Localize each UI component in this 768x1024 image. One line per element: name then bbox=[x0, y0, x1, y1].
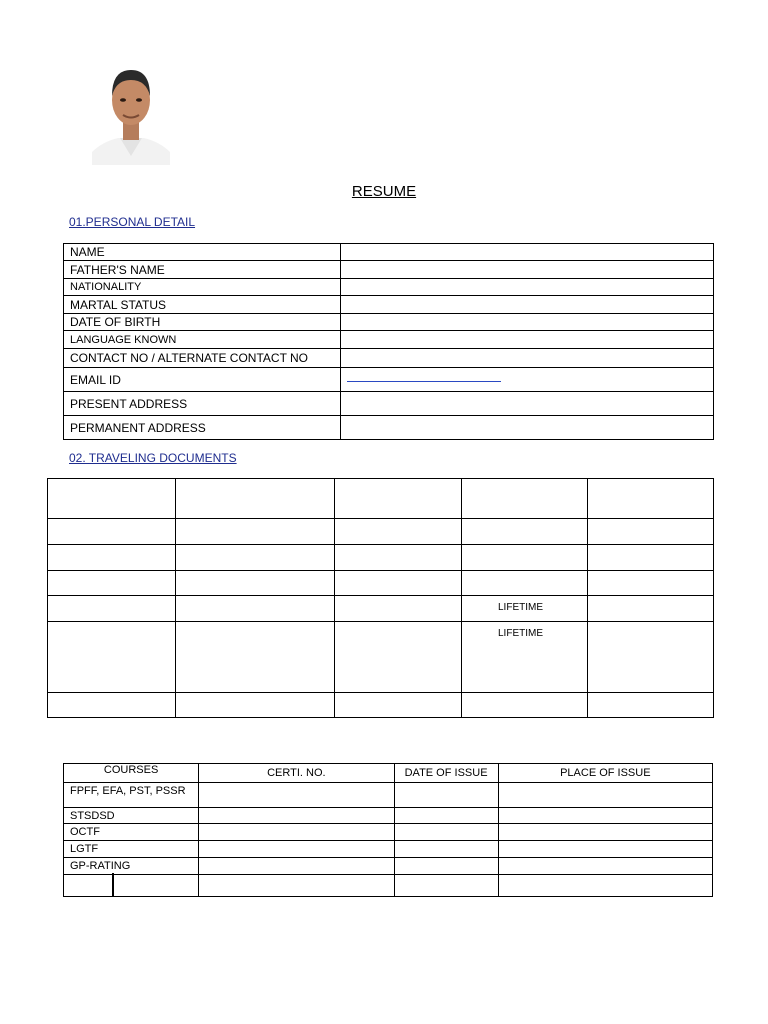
table-row bbox=[64, 296, 714, 314]
traveling-documents-heading: 02. TRAVELING DOCUMENTS bbox=[69, 451, 237, 465]
permanent-address-label: PERMANENT ADDRESS bbox=[64, 416, 341, 440]
table-cell bbox=[48, 479, 176, 519]
table-cell bbox=[394, 808, 498, 824]
course-name: LGTF bbox=[64, 841, 199, 858]
table-cell bbox=[498, 841, 712, 858]
email-link-underline[interactable] bbox=[347, 381, 501, 382]
table-row bbox=[64, 824, 713, 841]
table-cell bbox=[498, 808, 712, 824]
table-cell bbox=[498, 875, 712, 897]
table-cell bbox=[199, 824, 394, 841]
table-cell bbox=[588, 519, 714, 545]
table-row bbox=[48, 545, 714, 571]
table-row bbox=[64, 244, 714, 261]
place-of-issue-header: PLACE OF ISSUE bbox=[498, 764, 712, 783]
table-cell bbox=[335, 545, 462, 571]
email-id-label: EMAIL ID bbox=[64, 368, 341, 392]
table-row bbox=[64, 261, 714, 279]
table-cell bbox=[498, 858, 712, 875]
date-of-birth-value bbox=[341, 314, 714, 331]
portrait-photo-icon bbox=[92, 60, 170, 165]
fathers-name-label: FATHER'S NAME bbox=[64, 261, 341, 279]
cell-divider bbox=[112, 873, 114, 897]
name-label: NAME bbox=[64, 244, 341, 261]
table-cell bbox=[176, 693, 335, 718]
table-cell bbox=[176, 622, 335, 693]
course-name: OCTF bbox=[64, 824, 199, 841]
table-cell bbox=[335, 479, 462, 519]
marital-status-value bbox=[341, 296, 714, 314]
table-cell bbox=[588, 479, 714, 519]
table-cell bbox=[394, 841, 498, 858]
table-cell bbox=[176, 596, 335, 622]
table-cell bbox=[588, 693, 714, 718]
table-row bbox=[48, 571, 714, 596]
table-cell bbox=[462, 519, 588, 545]
table-row bbox=[64, 331, 714, 349]
table-cell bbox=[588, 622, 714, 693]
table-row bbox=[64, 349, 714, 368]
table-cell bbox=[394, 783, 498, 808]
table-cell bbox=[199, 875, 394, 897]
fathers-name-value bbox=[341, 261, 714, 279]
table-cell bbox=[199, 858, 394, 875]
table-cell bbox=[335, 622, 462, 693]
course-name: STSDSD bbox=[64, 808, 199, 824]
table-cell bbox=[588, 596, 714, 622]
table-row bbox=[64, 416, 714, 440]
nationality-value bbox=[341, 279, 714, 296]
table-cell bbox=[498, 783, 712, 808]
permanent-address-value bbox=[341, 416, 714, 440]
table-cell bbox=[588, 571, 714, 596]
table-cell bbox=[48, 693, 176, 718]
table-cell bbox=[176, 571, 335, 596]
contact-no-label: CONTACT NO / ALTERNATE CONTACT NO bbox=[64, 349, 341, 368]
table-row bbox=[64, 841, 713, 858]
table-cell bbox=[462, 571, 588, 596]
table-row bbox=[64, 875, 713, 897]
date-of-birth-label: DATE OF BIRTH bbox=[64, 314, 341, 331]
table-row bbox=[64, 279, 714, 296]
courses-table bbox=[63, 763, 713, 897]
table-cell bbox=[335, 596, 462, 622]
table-row bbox=[48, 479, 714, 519]
personal-detail-table bbox=[63, 243, 714, 440]
table-row bbox=[48, 693, 714, 718]
table-cell bbox=[48, 596, 176, 622]
courses-header: COURSES bbox=[64, 764, 199, 783]
table-row bbox=[64, 783, 713, 808]
profile-photo bbox=[92, 60, 170, 165]
language-known-label: LANGUAGE KNOWN bbox=[64, 331, 341, 349]
table-cell bbox=[394, 824, 498, 841]
table-cell bbox=[176, 519, 335, 545]
table-row bbox=[48, 622, 714, 693]
present-address-value bbox=[341, 392, 714, 416]
table-row bbox=[64, 808, 713, 824]
lifetime-validity: LIFETIME bbox=[462, 596, 588, 622]
contact-no-value bbox=[341, 349, 714, 368]
table-cell bbox=[588, 545, 714, 571]
table-cell bbox=[64, 875, 199, 897]
table-cell bbox=[48, 545, 176, 571]
course-name: GP-RATING bbox=[64, 858, 199, 875]
table-row bbox=[64, 858, 713, 875]
table-cell bbox=[335, 693, 462, 718]
table-cell bbox=[462, 479, 588, 519]
personal-detail-heading: 01.PERSONAL DETAIL bbox=[69, 215, 196, 229]
table-row bbox=[48, 596, 714, 622]
table-cell bbox=[176, 479, 335, 519]
language-known-value bbox=[341, 331, 714, 349]
table-cell bbox=[498, 824, 712, 841]
table-cell bbox=[176, 545, 335, 571]
traveling-documents-table bbox=[47, 478, 714, 718]
nationality-label: NATIONALITY bbox=[64, 279, 341, 296]
date-of-issue-header: DATE OF ISSUE bbox=[394, 764, 498, 783]
marital-status-label: MARTAL STATUS bbox=[64, 296, 341, 314]
lifetime-validity: LIFETIME bbox=[462, 622, 588, 693]
table-row bbox=[64, 314, 714, 331]
certi-no-header: CERTI. NO. bbox=[199, 764, 394, 783]
table-cell bbox=[48, 571, 176, 596]
present-address-label: PRESENT ADDRESS bbox=[64, 392, 341, 416]
table-header-row bbox=[64, 764, 713, 783]
table-cell bbox=[335, 571, 462, 596]
table-row bbox=[64, 368, 714, 392]
table-cell bbox=[462, 545, 588, 571]
table-cell bbox=[48, 622, 176, 693]
table-cell bbox=[394, 875, 498, 897]
table-cell bbox=[48, 519, 176, 545]
table-cell bbox=[199, 808, 394, 824]
table-cell bbox=[335, 519, 462, 545]
table-cell bbox=[199, 841, 394, 858]
course-name: FPFF, EFA, PST, PSSR bbox=[64, 783, 199, 808]
name-value bbox=[341, 244, 714, 261]
table-cell bbox=[462, 693, 588, 718]
email-id-value bbox=[341, 368, 714, 392]
table-cell bbox=[394, 858, 498, 875]
table-row bbox=[64, 392, 714, 416]
table-cell bbox=[199, 783, 394, 808]
resume-title: RESUME bbox=[351, 183, 417, 200]
table-row bbox=[48, 519, 714, 545]
